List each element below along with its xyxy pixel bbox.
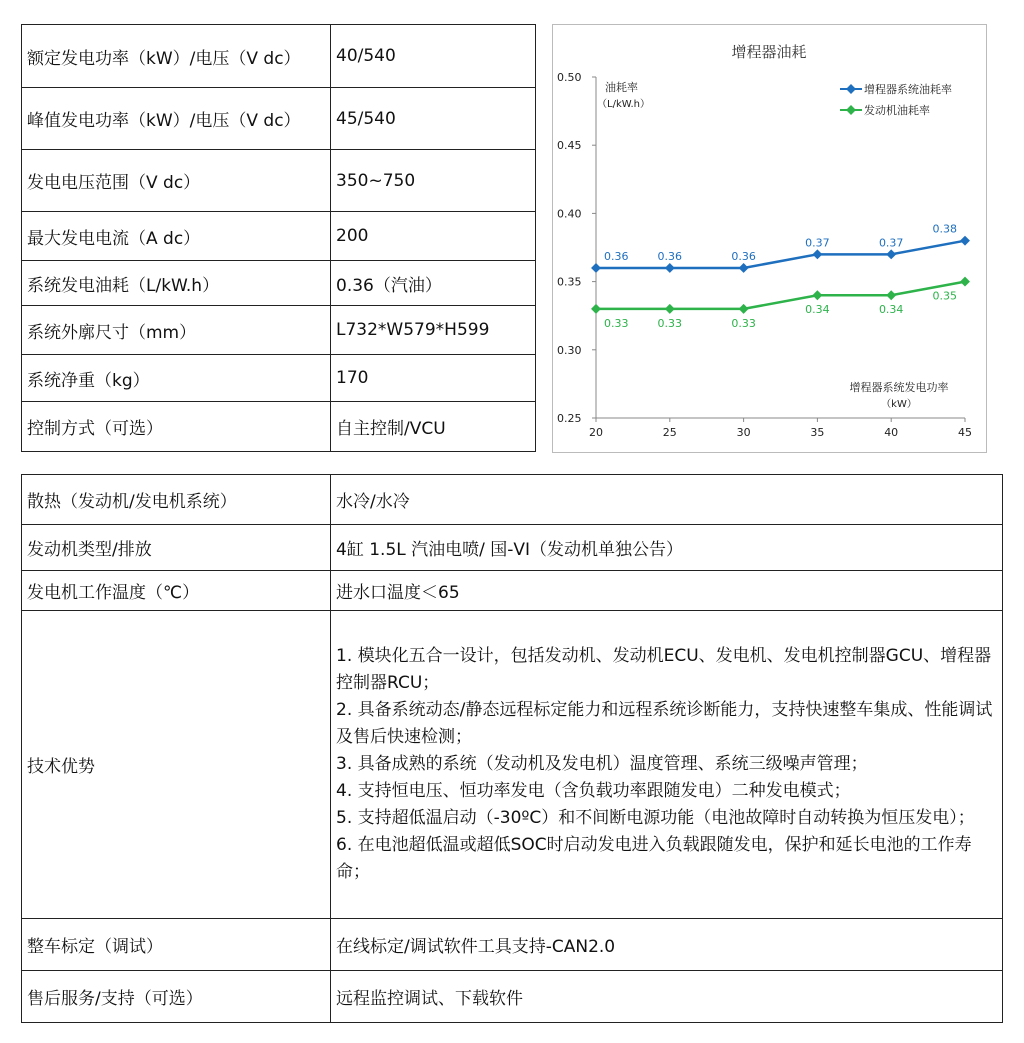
- spec-value: 40/540: [331, 25, 536, 88]
- data-point: [886, 249, 896, 259]
- spec-key: 系统外廓尺寸（mm）: [22, 306, 331, 355]
- x-tick-label: 45: [958, 426, 972, 439]
- data-label: 0.33: [604, 316, 629, 330]
- data-label: 0.33: [657, 316, 683, 330]
- spec-row-tech: [22, 611, 1003, 919]
- x-axis-label: 增程器系统发电功率: [849, 381, 949, 394]
- data-label: 0.37: [805, 236, 830, 250]
- y-tick-label: 0.50: [557, 71, 582, 84]
- legend-marker-1: [846, 84, 856, 94]
- data-point: [739, 304, 749, 314]
- spec-table-top: [21, 24, 536, 452]
- spec-value: 0.36（汽油）: [331, 261, 536, 306]
- data-label: 0.37: [878, 236, 904, 250]
- data-label: 0.35: [932, 289, 957, 303]
- spec-key: 发电电压范围（V dc）: [22, 150, 331, 212]
- x-tick-label: 30: [736, 426, 751, 439]
- spec-key: 售后服务/支持（可选）: [22, 971, 331, 1023]
- y-tick-label: 0.40: [557, 207, 582, 221]
- spec-row: [22, 525, 1003, 571]
- spec-key: 系统发电油耗（L/kW.h）: [22, 261, 331, 306]
- data-label: 0.36: [604, 249, 629, 263]
- tech-advantages: [331, 611, 1003, 919]
- spec-key: 发电机工作温度（℃）: [22, 571, 331, 611]
- data-point: [886, 290, 896, 300]
- spec-row: [22, 261, 536, 306]
- x-tick-label: 40: [884, 426, 899, 439]
- spec-row: [22, 306, 536, 355]
- spec-row: [22, 571, 1003, 611]
- spec-row: [22, 88, 536, 150]
- data-label: 0.34: [878, 303, 904, 317]
- y-axis-unit: （L/kW.h）: [597, 99, 650, 110]
- spec-value: 自主控制/VCU: [331, 402, 536, 452]
- legend-marker-2: [846, 105, 856, 115]
- spec-key: 技术优势: [22, 611, 331, 919]
- spec-row: [22, 25, 536, 88]
- chart-legend: [840, 82, 952, 117]
- spec-key: 控制方式（可选）: [22, 402, 331, 452]
- y-axis-label: 油耗率: [605, 81, 638, 94]
- tech-line: 1. 模块化五合一设计，包括发动机、发动机ECU、发电机、发电机控制器GCU、增程器控制器RCU；: [336, 646, 992, 693]
- tech-line: 6. 在电池超低温或超低SOC时启动发电进入负载跟随发电，保护和延长电池的工作寿命；: [336, 835, 972, 882]
- spec-row: [22, 475, 1003, 525]
- data-label: 0.38: [932, 222, 957, 236]
- y-tick-label: 0.35: [557, 275, 582, 289]
- legend-label-2: 发动机油耗率: [864, 104, 930, 117]
- spec-value: 远程监控调试、下载软件: [331, 971, 1003, 1023]
- legend-label-1: 增程器系统油耗率: [864, 83, 952, 96]
- spec-key: 系统净重（kg）: [22, 355, 331, 402]
- data-label: 0.34: [805, 303, 830, 317]
- data-point: [591, 263, 601, 273]
- data-point: [591, 304, 601, 314]
- spec-row: [22, 355, 536, 402]
- spec-row: [22, 919, 1003, 971]
- spec-row: [22, 150, 536, 212]
- y-tick-label: 0.45: [557, 139, 582, 153]
- spec-key: 发动机类型/排放: [22, 525, 331, 571]
- spec-row: [22, 402, 536, 452]
- spec-value: 200: [331, 212, 536, 261]
- spec-value: 进水口温度＜65: [331, 571, 1003, 611]
- spec-row: [22, 971, 1003, 1023]
- x-tick-label: 25: [662, 426, 677, 439]
- spec-value: 170: [331, 355, 536, 402]
- data-point: [812, 249, 822, 259]
- data-point: [739, 263, 749, 273]
- spec-row: [22, 212, 536, 261]
- y-tick-label: 0.25: [557, 412, 582, 425]
- spec-value: 4缸 1.5L 汽油电喷/ 国-VI（发动机单独公告）: [331, 525, 1003, 571]
- x-tick-label: 20: [589, 426, 603, 439]
- spec-key: 额定发电功率（kW）/电压（V dc）: [22, 25, 331, 88]
- tech-line: 4. 支持恒电压、恒功率发电（含负载功率跟随发电）二种发电模式；: [336, 781, 851, 801]
- spec-value: 45/540: [331, 88, 536, 150]
- chart-svg: [553, 25, 986, 452]
- tech-line: 3. 具备成熟的系统（发动机及发电机）温度管理、系统三级噪声管理；: [336, 754, 868, 774]
- data-label: 0.36: [657, 249, 683, 263]
- data-point: [665, 304, 675, 314]
- spec-value: 水冷/水冷: [331, 475, 1003, 525]
- spec-key: 最大发电电流（A dc）: [22, 212, 331, 261]
- spec-table-bottom: [21, 474, 1003, 1023]
- spec-value: 在线标定/调试软件工具支持-CAN2.0: [331, 919, 1003, 971]
- data-point: [960, 277, 970, 287]
- data-point: [665, 263, 675, 273]
- data-point: [960, 236, 970, 246]
- tech-line: 2. 具备系统动态/静态远程标定能力和远程系统诊断能力，支持快速整车集成、性能调试及售后快速检测；: [336, 700, 993, 747]
- x-tick-label: 35: [810, 426, 825, 439]
- series-line-1: [596, 241, 965, 268]
- spec-key: 峰值发电功率（kW）/电压（V dc）: [22, 88, 331, 150]
- y-tick-label: 0.30: [557, 343, 582, 357]
- spec-value: L732*W579*H599: [331, 306, 536, 355]
- data-label: 0.36: [731, 249, 756, 263]
- fuel-consumption-chart: [552, 24, 987, 453]
- spec-key: 整车标定（调试）: [22, 919, 331, 971]
- series-line-2: [596, 282, 965, 309]
- spec-value: 350~750: [331, 150, 536, 212]
- data-point: [812, 290, 822, 300]
- data-label: 0.33: [731, 316, 756, 330]
- tech-line: 5. 支持超低温启动（-30ºC）和不间断电源功能（电池故障时自动转换为恒压发电）；: [336, 808, 975, 828]
- spec-key: 散热（发动机/发电机系统）: [22, 475, 331, 525]
- chart-title: 增程器油耗: [731, 43, 807, 61]
- chart-plot: [591, 223, 970, 330]
- x-axis-unit: （kW）: [881, 399, 917, 410]
